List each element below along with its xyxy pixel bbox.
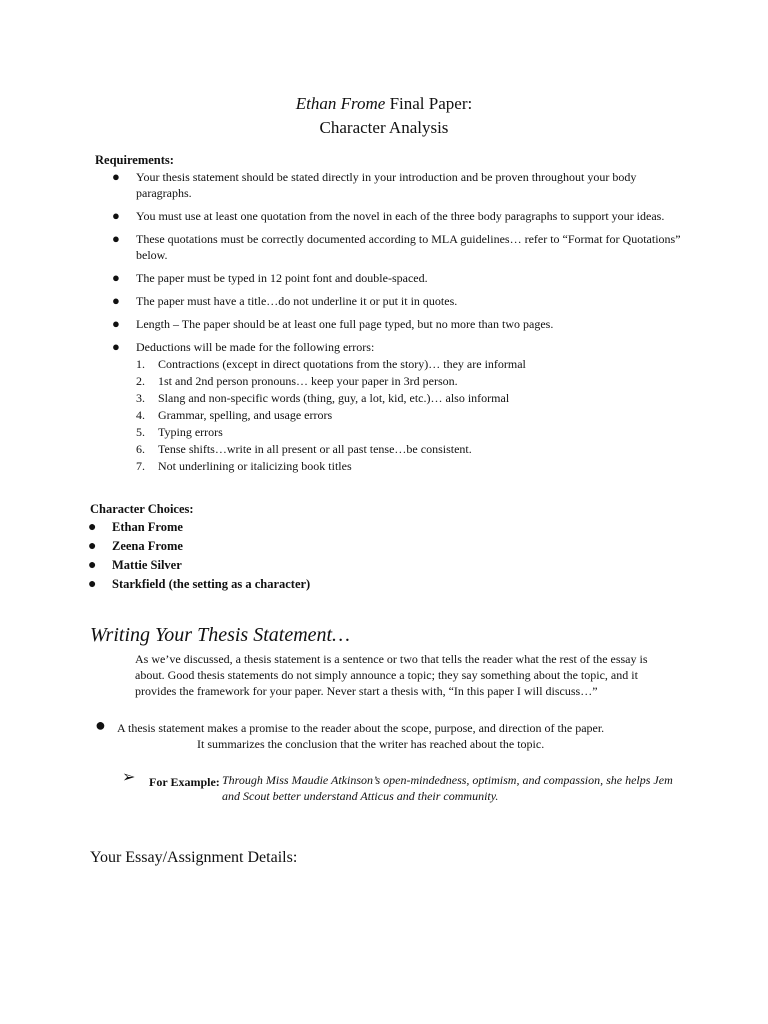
- book-title: Ethan Frome: [295, 94, 386, 113]
- bullet-icon: ●: [112, 293, 120, 308]
- deduction-item: 6. Tense shifts…write in all present or all past tense…be consistent.: [136, 442, 472, 456]
- title-line-1: [0, 92, 768, 116]
- example-text: Through Miss Maudie Atkinson’s open-mindedness, optimism, and compassion, she helps Jem and Scout better understand Atticus and their community.: [222, 773, 673, 803]
- example-label: For Example:: [149, 775, 220, 789]
- bullet-icon: ●: [88, 558, 97, 573]
- bullet-icon: ●: [88, 539, 97, 554]
- character-choice-item: ● Mattie Silver: [88, 558, 182, 573]
- requirement-item: ● Length – The paper should be at least one full page typed, but no more than two pages.: [112, 316, 554, 331]
- character-choice-item: ● Zeena Frome: [88, 539, 183, 554]
- bullet-icon: ●: [95, 715, 106, 735]
- bullet-icon: ●: [112, 316, 120, 331]
- bullet-icon: ●: [112, 208, 120, 223]
- character-choice-item: ● Ethan Frome: [88, 520, 183, 535]
- deduction-item: 2. 1st and 2nd person pronouns… keep your paper in 3rd person.: [136, 374, 458, 388]
- thesis-promise: [95, 715, 685, 752]
- title-line-2: Character Analysis: [319, 118, 449, 137]
- requirement-item: ● You must use at least one quotation from the novel in each of the three body paragraphs to support your ideas.: [112, 208, 665, 223]
- requirement-item: ● The paper must have a title…do not underline it or put it in quotes.: [112, 293, 458, 308]
- bullet-icon: ●: [112, 270, 120, 285]
- thesis-heading: Writing Your Thesis Statement…: [90, 624, 350, 646]
- deduction-item: 1. Contractions (except in direct quotations from the story)… they are informal: [136, 357, 526, 371]
- details-heading: Your Essay/Assignment Details:: [90, 849, 298, 866]
- bullet-icon: ●: [112, 339, 120, 354]
- bullet-icon: ●: [88, 577, 97, 592]
- promise-line-2: It summarizes the conclusion that the writer has reached about the topic.: [197, 737, 545, 751]
- page-title: [0, 92, 768, 140]
- thesis-example: [122, 769, 682, 804]
- deductions-list: [136, 356, 688, 474]
- character-choices-list: [88, 518, 310, 594]
- deduction-item: 3. Slang and non-specific words (thing, guy, a lot, kid, etc.)… also informal: [136, 391, 510, 405]
- requirements-heading: Requirements:: [95, 153, 174, 167]
- arrow-bullet-icon: ➢: [122, 769, 136, 786]
- requirement-item: ● Your thesis statement should be stated directly in your introduction and be proven throughout your body paragraphs.: [112, 169, 637, 200]
- deduction-item: 7. Not underlining or italicizing book titles: [136, 459, 352, 473]
- requirement-item-deductions: ● Deductions will be made for the following errors: 1. Contractions (except in direct quotations from the story)… they are informal 2. 1st and 2nd person pronouns… keep your paper in 3rd person. 3. Slang and non-specific words (thing, guy, a lot, kid, etc.)… also informal 4. Grammar, spelling, and usage errors 5. Typing errors 6. Tense shifts…write in all present or all past tense…be consistent. 7. Not underlining or italicizing book titles: [108, 339, 688, 474]
- bullet-icon: ●: [88, 520, 97, 535]
- requirement-item: ● These quotations must be correctly documented according to MLA guidelines… refer to “Format for Quotations” below.: [112, 231, 681, 262]
- promise-line-1: A thesis statement makes a promise to the reader about the scope, purpose, and direction of the paper.: [117, 721, 605, 735]
- bullet-icon: ●: [112, 231, 120, 246]
- bullet-icon: ●: [112, 169, 120, 184]
- title-suffix: Final Paper:: [385, 94, 473, 113]
- requirements-list: [108, 169, 688, 481]
- character-choice-item: ● Starkfield (the setting as a character): [88, 577, 311, 592]
- character-choices-heading: Character Choices:: [90, 502, 194, 516]
- requirement-item: ● The paper must be typed in 12 point font and double-spaced.: [112, 270, 428, 285]
- thesis-paragraph: As we’ve discussed, a thesis statement is a sentence or two that tells the reader what the rest of the essay is about. Good thesis statements do not simply announce a topic; they say something about the topic, and it provides the framework for your paper. Never start a thesis with, “In this paper I will discuss…”: [135, 652, 648, 698]
- deduction-item: 5. Typing errors: [136, 425, 223, 439]
- deduction-item: 4. Grammar, spelling, and usage errors: [136, 408, 333, 422]
